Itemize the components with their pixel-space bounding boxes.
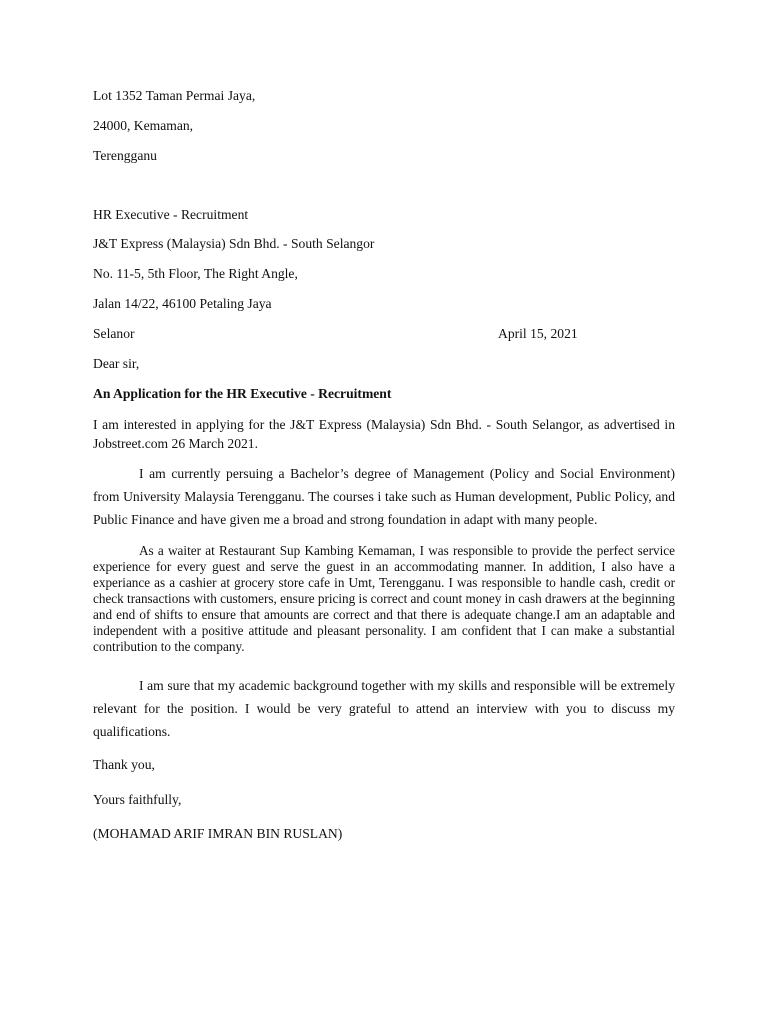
sender-address-line-1: Lot 1352 Taman Permai Jaya, [93, 88, 256, 103]
paragraph-intro-text: I am interested in applying for the J&T Express (Malaysia) Sdn Bhd. - South Selangor, as advertised in Jobstreet.com 26 March 2021. [93, 417, 675, 451]
letter-date: April 15, 2021 [498, 326, 578, 341]
sender-address-line-3: Terengganu [93, 148, 157, 163]
paragraph-conclusion [93, 674, 675, 743]
paragraph-experience [93, 543, 675, 655]
paragraph-conclusion-text: I am sure that my academic background together with my skills and responsible will be extremely relevant for the position. I would be very grateful to attend an interview with you to discuss my qualifications. [93, 678, 675, 739]
paragraph-education [93, 462, 675, 531]
closing-thanks: Thank you, [93, 757, 155, 772]
paragraph-intro [93, 415, 675, 453]
signatory-name: (MOHAMAD ARIF IMRAN BIN RUSLAN) [93, 826, 343, 841]
salutation: Dear sir, [93, 356, 140, 371]
letter-subject: An Application for the HR Executive - Recruitment [93, 386, 392, 401]
sender-address-line-2: 24000, Kemaman, [93, 118, 194, 133]
recipient-line-2: J&T Express (Malaysia) Sdn Bhd. - South Selangor [93, 236, 375, 251]
paragraph-experience-text: As a waiter at Restaurant Sup Kambing Kemaman, I was responsible to provide the perfect service experience for every guest and serve the guest in an accommodating manner. In addition, I also have a experiance as a cashier at grocery store cafe in Umt, Terengganu. I was responsible to handle cash, credit or check transactions with customers, ensure pricing is correct and count money in cash drawers at the beginning and end of shifts to ensure that amounts are correct and that there is adequate change.I am an adaptable and independent with a positive attitude and pleasant personality. I am confident that I can make a substantial contribution to the company. [93, 543, 675, 654]
recipient-line-3: No. 11-5, 5th Floor, The Right Angle, [93, 266, 298, 281]
recipient-line-5: Selanor [93, 326, 135, 341]
recipient-line-4: Jalan 14/22, 46100 Petaling Jaya [93, 296, 272, 311]
closing-sign-off: Yours faithfully, [93, 792, 182, 807]
recipient-line-1: HR Executive - Recruitment [93, 207, 249, 222]
paragraph-education-text: I am currently persuing a Bachelor’s degree of Management (Policy and Social Environment) from University Malaysia Terengganu. The courses i take such as Human development, Public Policy, and Public Finance and have given me a broad and strong foundation in adapt with many people. [93, 466, 675, 527]
